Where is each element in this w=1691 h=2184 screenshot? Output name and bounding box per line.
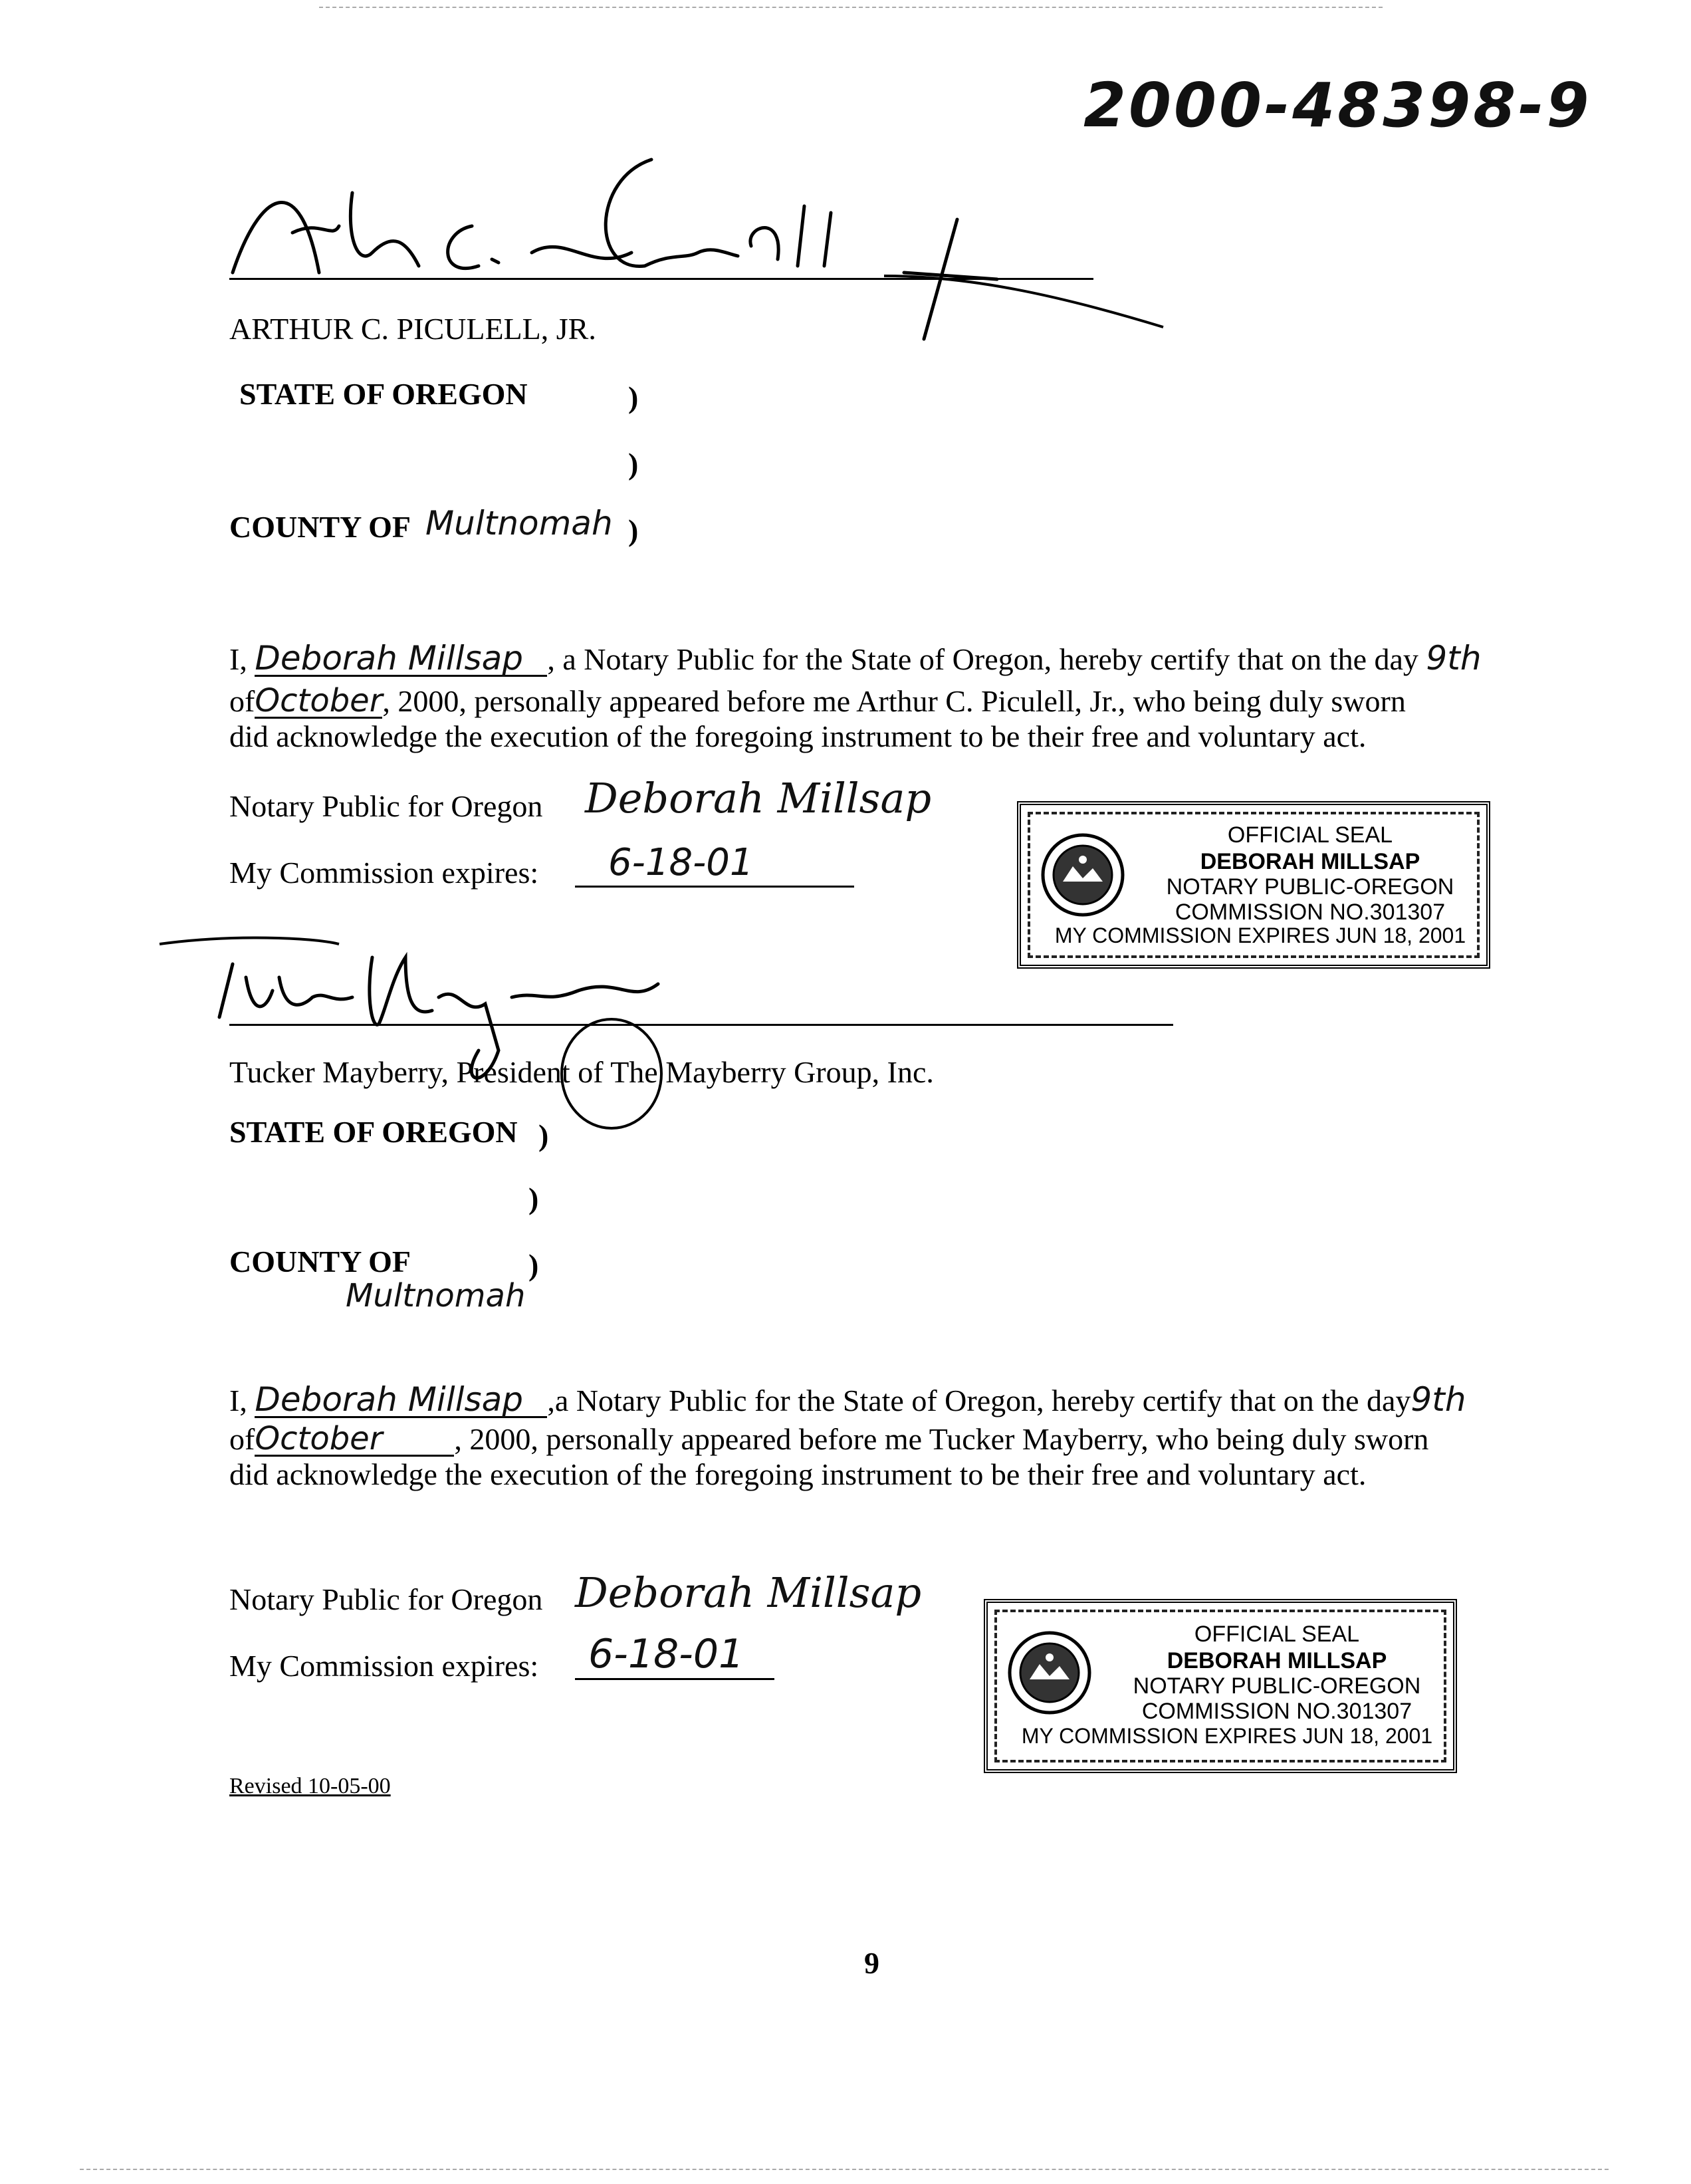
seal1-line1: OFFICIAL SEAL	[1227, 822, 1393, 848]
paren-1a: )	[628, 380, 639, 414]
paragraph1-line2	[229, 682, 1406, 719]
page-number: 9	[864, 1946, 879, 1980]
np-label-2: Notary Public for Oregon	[229, 1582, 543, 1616]
state-line-1: STATE OF OREGON	[239, 377, 528, 411]
exp-label-2: My Commission expires:	[229, 1649, 539, 1683]
paragraph2-line2	[229, 1420, 1429, 1457]
paren-2a: )	[538, 1118, 549, 1152]
paragraph2-line3: did acknowledge the execution of the foregoing instrument to be their free and voluntary act.	[229, 1457, 1367, 1491]
revised-note: Revised 10-05-00	[229, 1774, 391, 1798]
p2-i: I,	[229, 1384, 247, 1417]
seal1-line4: COMMISSION NO.301307	[1175, 900, 1446, 925]
scan-artifact-bottom	[80, 2169, 1609, 2170]
np-sig-1: Deborah Millsap	[585, 774, 932, 822]
exp-label-1: My Commission expires:	[229, 856, 539, 890]
scan-artifact-top	[319, 7, 1383, 8]
signer-name-tucker: Tucker Mayberry, President of The Mayberry Group, Inc.	[229, 1055, 934, 1089]
exp-hand-2: 6-18-01	[575, 1634, 774, 1680]
county-hand-1: Multnomah	[425, 504, 613, 543]
oregon-seal-icon	[1040, 832, 1126, 918]
seal1-line3: NOTARY PUBLIC-OREGON	[1166, 874, 1454, 900]
recording-number: 2000-48398-9	[1083, 70, 1592, 141]
p2-mid: ,a Notary Public for the State of Oregon, hereby certify that on the day	[547, 1384, 1411, 1417]
seal2-line4: COMMISSION NO.301307	[1141, 1699, 1412, 1724]
p2-month-hand: October	[255, 1423, 454, 1457]
official-seal-1	[1017, 801, 1490, 969]
signature-line-2	[229, 1024, 1173, 1026]
seal2-line3: NOTARY PUBLIC-OREGON	[1133, 1673, 1421, 1699]
seal2-line1: OFFICIAL SEAL	[1194, 1622, 1360, 1647]
paren-1b: )	[628, 447, 639, 481]
county-hand-2: Multnomah	[346, 1277, 526, 1314]
signature-line-1	[229, 278, 1093, 280]
np-label-1: Notary Public for Oregon	[229, 789, 543, 823]
p1-month-hand: October	[255, 682, 383, 719]
paragraph1-line3: did acknowledge the execution of the foregoing instrument to be their free and voluntary act.	[229, 719, 1367, 753]
oregon-seal-icon	[1006, 1630, 1093, 1716]
p2-notary-hand: Deborah Millsap	[255, 1383, 547, 1418]
paren-2c: )	[528, 1248, 539, 1282]
p1-of: of	[229, 684, 255, 718]
p2-of: of	[229, 1422, 255, 1456]
county-label-2: COUNTY OF	[229, 1245, 411, 1278]
p1-mid: , a Notary Public for the State of Oregon, hereby certify that on the day	[547, 642, 1418, 676]
state-line-2: STATE OF OREGON	[229, 1115, 518, 1149]
p1-notary-hand: Deborah Millsap	[255, 642, 547, 677]
paren-1c: )	[628, 513, 639, 547]
p1-day-hand: 9th	[1426, 639, 1482, 677]
paren-2b: )	[528, 1181, 539, 1215]
paragraph2-line1	[229, 1380, 1466, 1419]
signer-name-arthur: ARTHUR C. PICULELL, JR.	[229, 312, 596, 346]
paragraph1-line1	[229, 639, 1482, 677]
official-seal-2	[984, 1599, 1457, 1773]
p1-i: I,	[229, 642, 247, 676]
np-sig-2: Deborah Millsap	[575, 1568, 922, 1617]
seal2-line5: MY COMMISSION EXPIRES JUN 18, 2001	[1021, 1724, 1433, 1748]
seal1-line5: MY COMMISSION EXPIRES JUN 18, 2001	[1054, 923, 1466, 947]
p1-line2-rest: , 2000, personally appeared before me Arthur C. Piculell, Jr., who being duly sworn	[382, 684, 1406, 718]
exp-hand-1: 6-18-01	[575, 844, 854, 888]
seal1-line2: DEBORAH MILLSAP	[1200, 849, 1420, 874]
seal2-line2: DEBORAH MILLSAP	[1167, 1648, 1387, 1673]
p2-day-hand: 9th	[1410, 1380, 1466, 1419]
p2-line2-rest: , 2000, personally appeared before me Tucker Mayberry, who being duly sworn	[454, 1422, 1429, 1456]
county-label-1: COUNTY OF	[229, 510, 411, 544]
